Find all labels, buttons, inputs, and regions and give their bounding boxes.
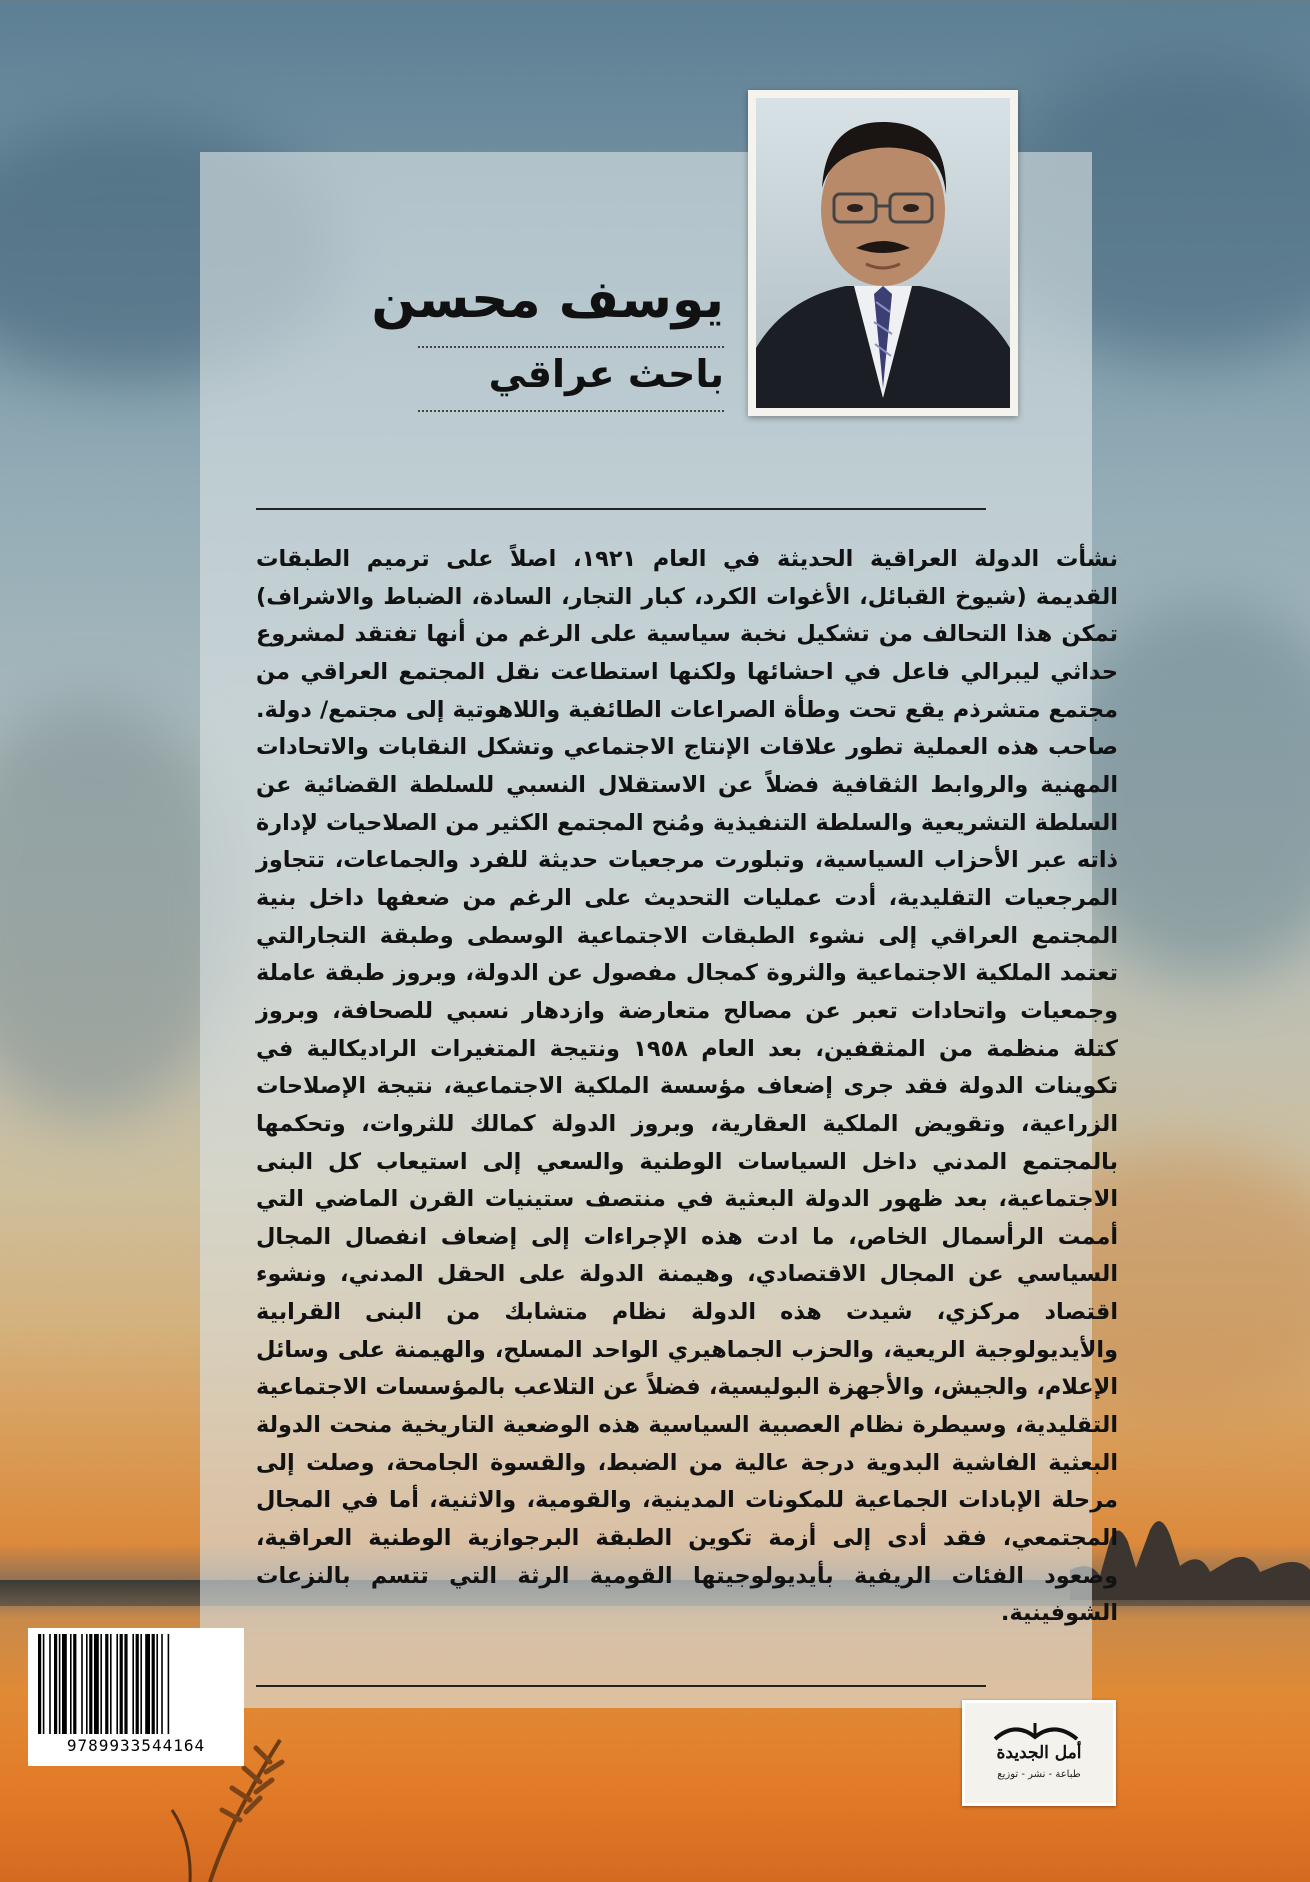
- barcode-bar: [168, 1634, 170, 1734]
- barcode-bar: [81, 1634, 83, 1734]
- barcode-bar: [59, 1634, 61, 1734]
- barcode-bar: [161, 1634, 163, 1734]
- top-rule: [256, 508, 986, 510]
- barcode-bar: [145, 1634, 150, 1734]
- barcode-bar: [110, 1634, 112, 1734]
- barcode-bar: [73, 1634, 76, 1734]
- bottom-rule: [256, 1685, 986, 1687]
- barcode-bar: [105, 1634, 108, 1734]
- barcode-bar: [49, 1634, 51, 1734]
- barcode-bar: [156, 1634, 158, 1734]
- barcode-bar: [38, 1634, 41, 1734]
- barcode-bar: [116, 1634, 118, 1734]
- author-photo: [748, 90, 1018, 416]
- barcode-bar: [94, 1634, 99, 1734]
- barcode-bar: [100, 1634, 102, 1734]
- barcode-bar: [140, 1634, 142, 1734]
- blurb-text: نشأت الدولة العراقية الحديثة في العام ١٩٢١، اصلاً على ترميم الطبقات القديمة (شيوخ القبائل، الأغوات الكرد، كبار التجار، السادة، الضباط والاشراف) تمكن هذا التحالف من تشكيل نخبة سياسية على الرغم من أنها تفتقد لمشروع حداثي ليبرالي فاعل في احشائها ولكنها استطاعت نقل المجتمع العراقي من مجتمع متشرذم يقع تحت وطأة الصراعات الطائفية واللاهوتية إلى مجتمع/ دولة. صاحب هذه العملية تطور علاقات الإنتاج الاجتماعي وتشكل النقابات والاتحادات المهنية والروابط الثقافية فضلاً عن الاستقلال النسبي للسلطة القضائية عن السلطة التشريعية والسلطة التنفيذية ومُنح المجتمع الكثير من الصلاحيات لإدارة ذاته عبر الأحزاب السياسية، وتبلورت مرجعيات حديثة للفرد والجماعات، تتجاوز المرجعيات التقليدية، أدت عمليات التحديث على الرغم من ضعفها داخل بنية المجتمع العراقي إلى نشوء الطبقات الاجتماعية الوسطى وطبقة التجارالتي تعتمد الملكية الاجتماعية والثروة كمجال مفصول عن الدولة، وبروز طبقة عاملة وجمعيات واتحادات تعبر عن مصالح متعارضة وازدهار نسبي للصحافة، وبروز كتلة منظمة من المثقفين، بعد العام ١٩٥٨ ونتيجة المتغيرات الراديكالية في تكوينات الدولة فقد جرى إضعاف مؤسسة الملكية الاجتماعية، نتيجة الإصلاحات الزراعية، وتقويض الملكية العقارية، وبروز الدولة كمالك للثروات، وتحكمها بالمجتمع المدني داخل السياسات الوطنية والسعي إلى استيعاب كل البنى الاجتماعية، بعد ظهور الدولة البعثية في منتصف ستينيات القرن الماضي التي أممت الرأسمال الخاص، ما ادت هذه الإجراءات إلى إضعاف انفصال المجال السياسي عن المجال الاقتصادي، وهيمنة الدولة على الحقل المدني، ونشوء اقتصاد مركزي، شيدت هذه الدولة نظام متشابك من البنى القرابية والأيديولوجية الريعية، والحزب الجماهيري الواحد المسلح، والهيمنة على وسائل الإعلام، والجيش، والأجهزة البوليسية، فضلاً عن التلاعب بالمؤسسات الاجتماعية التقليدية، وسيطرة نظام العصبية السياسية هذه الوضعية التاريخية منحت الدولة البعثية الفاشية البدوية درجة عالية من الضبط، والقسوة الجامحة، وصلت إلى مرحلة الإبادات الجماعية للمكونات المدينية، والقومية، والاثنية، أما في المجال المجتمعي، فقد أدى إلى أزمة تكوين الطبقة البرجوازية الوطنية العراقية، وصعود الفئات الريفية بأيديولوجيتها القومية الرثة التي تتسم بالنزعات الشوفينية.: [256, 546, 1118, 1627]
- barcode-bar: [136, 1634, 139, 1734]
- barcode-bar: [43, 1634, 45, 1734]
- barcode-bar: [70, 1634, 72, 1734]
- isbn-barcode: [28, 1628, 244, 1766]
- barcode-bar: [132, 1634, 134, 1734]
- publisher-name: أمل الجديدة: [996, 1743, 1082, 1763]
- author-portrait-image: [756, 98, 1010, 408]
- barcode-bar: [62, 1634, 67, 1734]
- barcode-bar: [152, 1634, 155, 1734]
- barcode-bar: [54, 1634, 57, 1734]
- publisher-tagline: طباعة - نشر - توزيع: [997, 1769, 1081, 1780]
- book-logo-icon: [991, 1717, 1081, 1745]
- author-name: يوسف محسن: [371, 270, 724, 330]
- isbn-number: 9789933544164: [66, 1736, 206, 1755]
- barcode-bar: [89, 1634, 92, 1734]
- dotted-divider: [418, 410, 724, 412]
- publisher-logo: [962, 1700, 1116, 1806]
- barcode-icon: [36, 1634, 236, 1734]
- dotted-divider: [418, 346, 724, 348]
- barcode-bar: [124, 1634, 127, 1734]
- barcode-bar: [120, 1634, 123, 1734]
- barcode-bar: [86, 1634, 88, 1734]
- author-title: باحث عراقي: [488, 352, 724, 396]
